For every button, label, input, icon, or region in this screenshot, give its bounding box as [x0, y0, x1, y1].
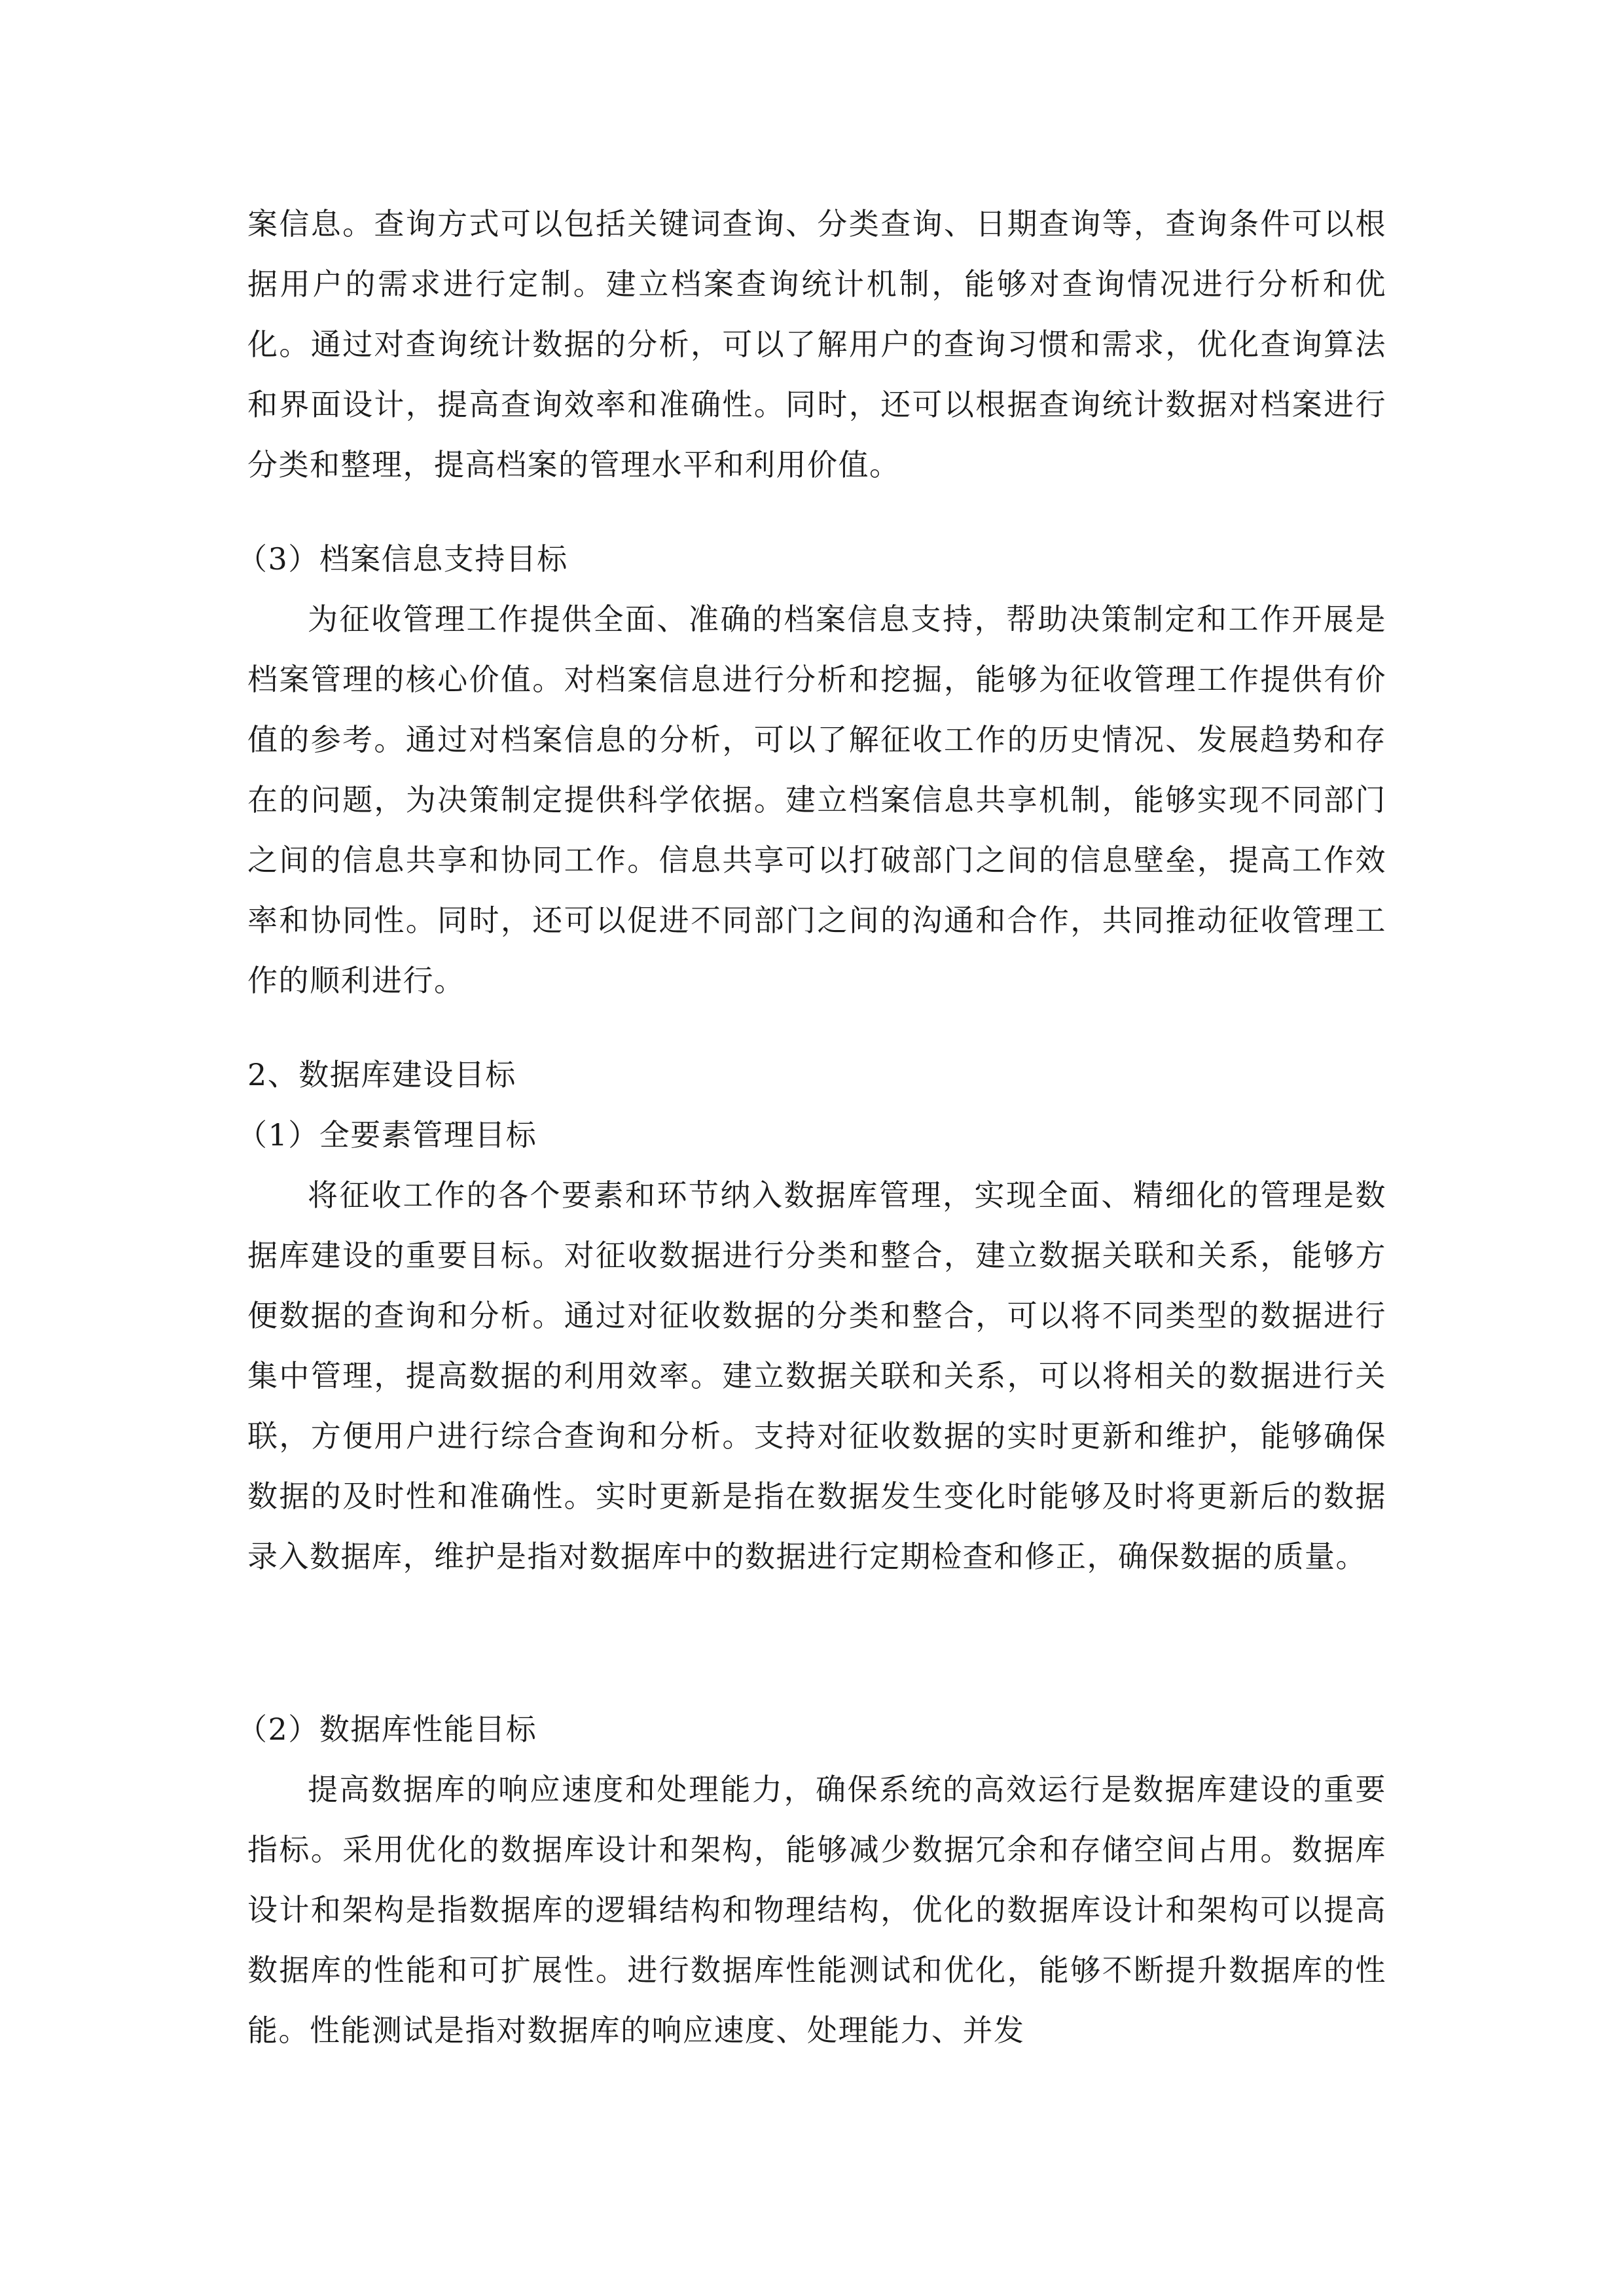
paragraph-archive-info-support: 为征收管理工作提供全面、准确的档案信息支持，帮助决策制定和工作开展是档案管理的核心价值。对档案信息进行分析和挖掘，能够为征收管理工作提供有价值的参考。通过对档案信息的分析，可以了解征收工作的历史情况、发展趋势和存在的问题，为决策制定提供科学依据。建立档案信息共享机制，能够实现不同部门之间的信息共享和协同工作。信息共享可以打破部门之间的信息壁垒，提高工作效率和协同性。同时，还可以促进不同部门之间的沟通和合作，共同推动征收管理工作的顺利进行。 [247, 601, 1386, 998]
heading-database-performance: （2）数据库性能目标 [237, 1712, 537, 1747]
heading-archive-info-support: （3）档案信息支持目标 [237, 541, 568, 577]
heading-database-goals: 2、数据库建设目标 [247, 1057, 516, 1092]
paragraph-database-performance: 提高数据库的响应速度和处理能力，确保系统的高效运行是数据库建设的重要指标。采用优化的数据库设计和架构，能够减少数据冗余和存储空间占用。数据库设计和架构是指数据库的逻辑结构和物理结构，优化的数据库设计和架构可以提高数据库的性能和可扩展性。进行数据库性能测试和优化，能够不断提升数据库的性能。性能测试是指对数据库的响应速度、处理能力、并发 [247, 1772, 1386, 2048]
heading-full-element-management: （1）全要素管理目标 [237, 1117, 537, 1153]
paragraph-full-element-management: 将征收工作的各个要素和环节纳入数据库管理，实现全面、精细化的管理是数据库建设的重要目标。对征收数据进行分类和整合，建立数据关联和关系，能够方便数据的查询和分析。通过对征收数据的分类和整合，可以将不同类型的数据进行集中管理，提高数据的利用效率。建立数据关联和关系，可以将相关的数据进行关联，方便用户进行综合查询和分析。支持对征收数据的实时更新和维护，能够确保数据的及时性和准确性。实时更新是指在数据发生变化时能够及时将更新后的数据录入数据库，维护是指对数据库中的数据进行定期检查和修正，确保数据的质量。 [247, 1177, 1386, 1574]
paragraph-archive-query: 案信息。查询方式可以包括关键词查询、分类查询、日期查询等，查询条件可以根据用户的需求进行定制。建立档案查询统计机制，能够对查询情况进行分析和优化。通过对查询统计数据的分析，可以了解用户的查询习惯和需求，优化查询算法和界面设计，提高查询效率和准确性。同时，还可以根据查询统计数据对档案进行分类和整理，提高档案的管理水平和利用价值。 [247, 206, 1386, 482]
